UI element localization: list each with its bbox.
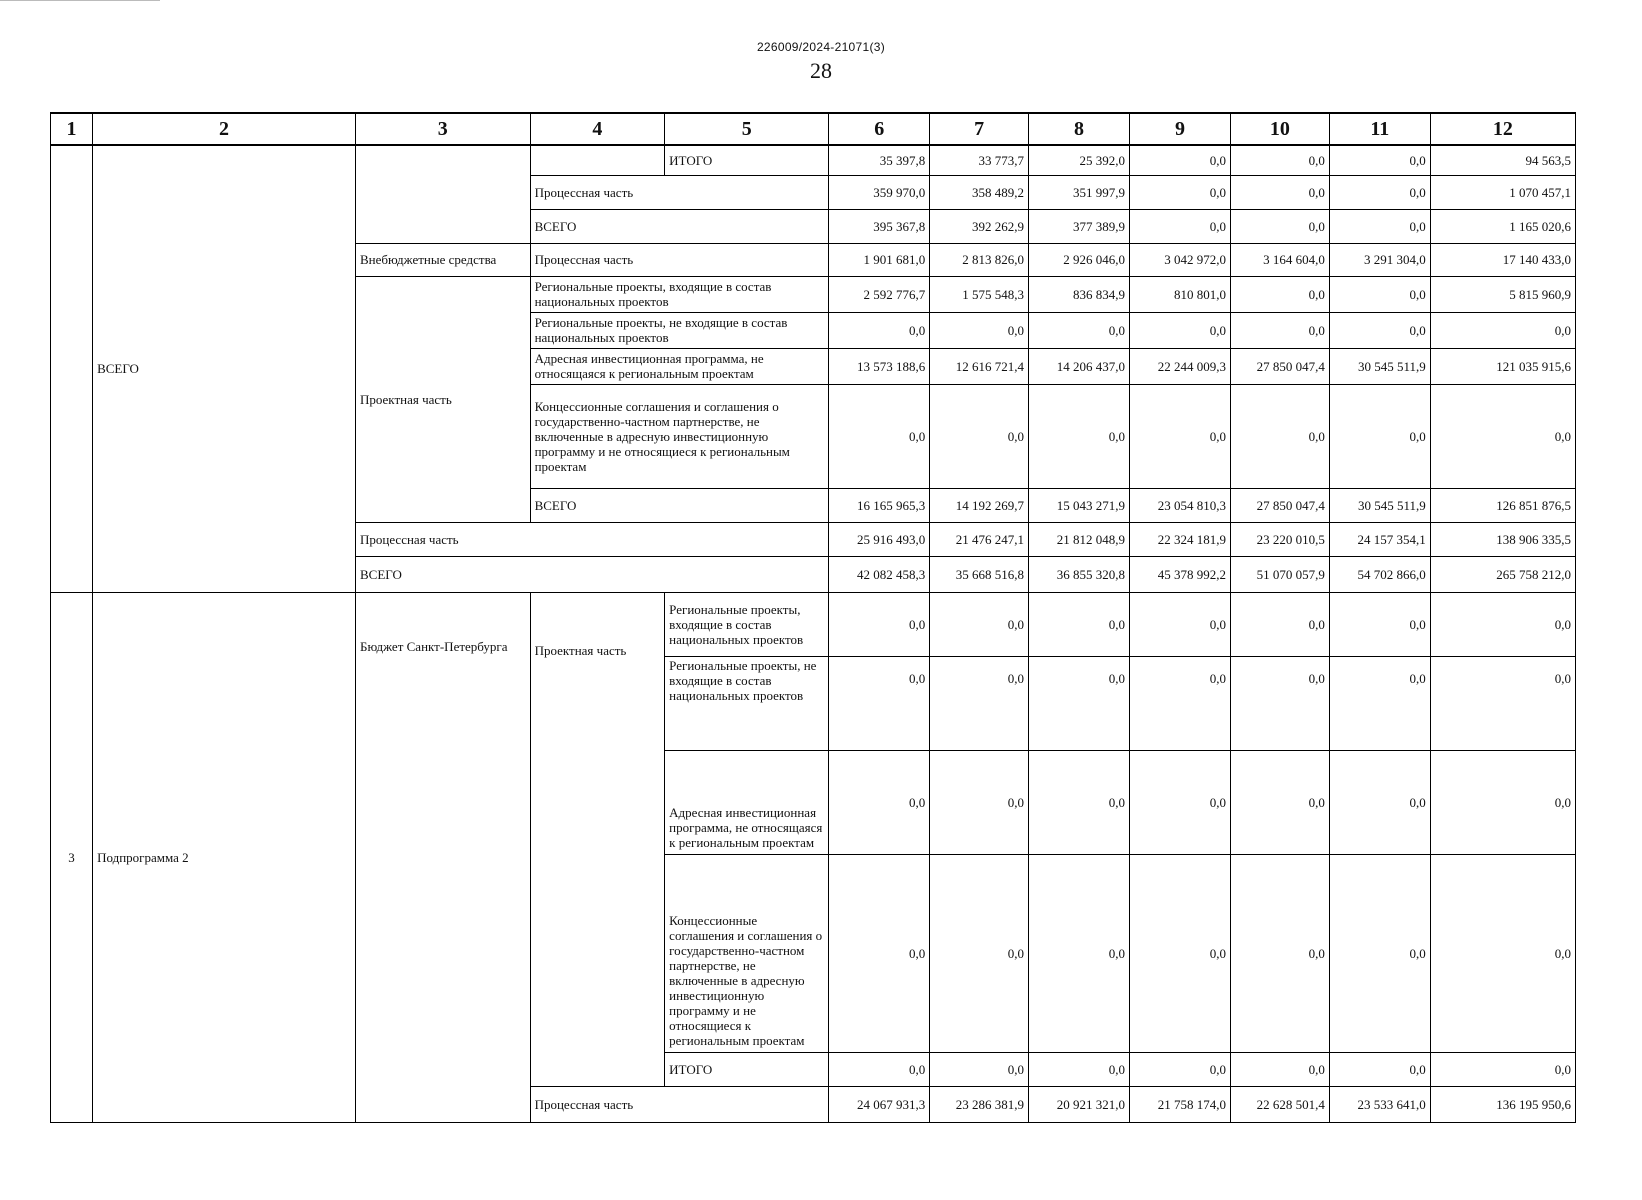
row-label: Региональные проекты, входящие в состав национальных проектов [530,276,829,312]
col-number: 11 [1329,113,1430,145]
row-label: Концессионные соглашения и соглашения о государственно-частном партнерстве, не включенные в адресную инвестиционную программу и не относящиеся к региональным проектам [665,854,829,1052]
value-cell: 5 815 960,9 [1430,276,1575,312]
value-cell: 23 054 810,3 [1130,488,1231,522]
value-cell: 27 850 047,4 [1230,348,1329,384]
table-row [51,592,1576,656]
value-cell: 1 165 020,6 [1430,209,1575,243]
col-number: 10 [1230,113,1329,145]
value-cell: 24 067 931,3 [829,1086,930,1122]
section-name-cell: Подпрограмма 2 [93,592,356,1122]
value-cell: 359 970,0 [829,175,930,209]
value-cell: 15 043 271,9 [1029,488,1130,522]
value-cell: 358 489,2 [930,175,1029,209]
value-cell: 42 082 458,3 [829,556,930,592]
value-cell: 23 286 381,9 [930,1086,1029,1122]
value-cell: 265 758 212,0 [1430,556,1575,592]
value-cell: 45 378 992,2 [1130,556,1231,592]
col-number: 9 [1130,113,1231,145]
value-cell: 35 668 516,8 [930,556,1029,592]
value-cell: 25 392,0 [1029,145,1130,175]
value-cell: 0,0 [1130,145,1231,175]
value-cell: 0,0 [1430,384,1575,488]
value-cell: 0,0 [1029,656,1130,750]
value-cell: 0,0 [829,592,930,656]
value-cell: 17 140 433,0 [1430,243,1575,276]
part-cell [530,145,665,175]
value-cell: 0,0 [1130,592,1231,656]
page-number: 28 [810,58,832,83]
row-label: Региональные проекты, не входящие в состав национальных проектов [530,312,829,348]
value-cell: 0,0 [1029,750,1130,854]
value-cell: 21 476 247,1 [930,522,1029,556]
row-label: Концессионные соглашения и соглашения о государственно-частном партнерстве, не включенные в адресную инвестиционную программу и не относящиеся к региональным проектам [530,384,829,488]
col-number: 8 [1029,113,1130,145]
row-label: Процессная часть [530,243,829,276]
row-label: Адресная инвестиционная программа, не относящаяся к региональным проектам [530,348,829,384]
value-cell: 0,0 [1230,276,1329,312]
value-cell: 0,0 [930,384,1029,488]
value-cell: 0,0 [1230,145,1329,175]
value-cell: 0,0 [1230,312,1329,348]
budget-table [50,112,1576,1123]
value-cell: 0,0 [1329,1052,1430,1086]
col-number: 6 [829,113,930,145]
value-cell: 2 926 046,0 [1029,243,1130,276]
value-cell: 0,0 [1230,175,1329,209]
value-cell: 0,0 [930,656,1029,750]
value-cell: 351 997,9 [1029,175,1130,209]
value-cell: 0,0 [1130,1052,1231,1086]
value-cell: 0,0 [1430,750,1575,854]
value-cell: 0,0 [829,312,930,348]
value-cell: 0,0 [1430,854,1575,1052]
value-cell: 0,0 [1029,1052,1130,1086]
value-cell: 121 035 915,6 [1430,348,1575,384]
row-label: Региональные проекты, входящие в состав национальных проектов [665,592,829,656]
value-cell: 0,0 [1130,209,1231,243]
scan-edge-line [0,0,160,1]
value-cell: 94 563,5 [1430,145,1575,175]
value-cell: 0,0 [1430,1052,1575,1086]
value-cell: 25 916 493,0 [829,522,930,556]
value-cell: 22 324 181,9 [1130,522,1231,556]
row-label: Процессная часть [530,1086,829,1122]
value-cell: 30 545 511,9 [1329,348,1430,384]
value-cell: 377 389,9 [1029,209,1130,243]
value-cell: 0,0 [1329,145,1430,175]
value-cell: 1 575 548,3 [930,276,1029,312]
value-cell: 0,0 [829,1052,930,1086]
row-label: Региональные проекты, не входящие в состав национальных проектов [665,656,829,750]
value-cell: 36 855 320,8 [1029,556,1130,592]
value-cell: 51 070 057,9 [1230,556,1329,592]
value-cell: 12 616 721,4 [930,348,1029,384]
value-cell: 0,0 [930,854,1029,1052]
value-cell: 0,0 [1230,209,1329,243]
value-cell: 0,0 [829,854,930,1052]
value-cell: 0,0 [829,656,930,750]
value-cell: 27 850 047,4 [1230,488,1329,522]
value-cell: 0,0 [1029,592,1130,656]
value-cell: 836 834,9 [1029,276,1130,312]
value-cell: 0,0 [1329,384,1430,488]
value-cell: 20 921 321,0 [1029,1086,1130,1122]
value-cell: 0,0 [930,312,1029,348]
value-cell: 14 206 437,0 [1029,348,1130,384]
value-cell: 0,0 [1029,384,1130,488]
row-label: Адресная инвестиционная программа, не относящаяся к региональным проектам [665,750,829,854]
value-cell: 0,0 [930,592,1029,656]
row-label: ИТОГО [665,1052,829,1086]
column-number-row [51,113,1576,145]
value-cell: 0,0 [1029,312,1130,348]
value-cell: 395 367,8 [829,209,930,243]
value-cell: 0,0 [1430,312,1575,348]
col-number: 4 [530,113,665,145]
value-cell: 3 164 604,0 [1230,243,1329,276]
value-cell: 0,0 [1329,750,1430,854]
row-label: ВСЕГО [530,209,829,243]
value-cell: 0,0 [1130,854,1231,1052]
value-cell: 0,0 [930,750,1029,854]
value-cell: 35 397,8 [829,145,930,175]
value-cell: 21 758 174,0 [1130,1086,1231,1122]
value-cell: 13 573 188,6 [829,348,930,384]
value-cell: 0,0 [829,384,930,488]
value-cell: 0,0 [1130,312,1231,348]
value-cell: 0,0 [1230,592,1329,656]
value-cell: 0,0 [1329,276,1430,312]
value-cell: 0,0 [1130,384,1231,488]
value-cell: 33 773,7 [930,145,1029,175]
row-label: ВСЕГО [355,556,828,592]
value-cell: 22 628 501,4 [1230,1086,1329,1122]
value-cell: 0,0 [1230,384,1329,488]
value-cell: 3 291 304,0 [1329,243,1430,276]
source-cell [355,145,530,243]
value-cell: 392 262,9 [930,209,1029,243]
col-number: 7 [930,113,1029,145]
col-number: 12 [1430,113,1575,145]
row-label: Процессная часть [530,175,829,209]
value-cell: 16 165 965,3 [829,488,930,522]
source-cell: Внебюджетные средства [355,243,530,276]
document-number: 226009/2024-21071(3) [756,40,886,54]
value-cell: 0,0 [1329,175,1430,209]
value-cell: 2 592 776,7 [829,276,930,312]
value-cell: 54 702 866,0 [1329,556,1430,592]
value-cell: 14 192 269,7 [930,488,1029,522]
value-cell: 2 813 826,0 [930,243,1029,276]
value-cell: 23 533 641,0 [1329,1086,1430,1122]
part-cell: Проектная часть [530,592,665,1086]
value-cell: 0,0 [1230,750,1329,854]
value-cell: 0,0 [1130,750,1231,854]
value-cell: 21 812 048,9 [1029,522,1130,556]
value-cell: 3 042 972,0 [1130,243,1231,276]
value-cell: 24 157 354,1 [1329,522,1430,556]
value-cell: 0,0 [829,750,930,854]
value-cell: 0,0 [1329,592,1430,656]
value-cell: 810 801,0 [1130,276,1231,312]
value-cell: 0,0 [1230,1052,1329,1086]
value-cell: 0,0 [1230,656,1329,750]
row-number-cell: 3 [51,592,93,1122]
value-cell: 0,0 [1130,175,1231,209]
source-cell: Бюджет Санкт-Петербурга [355,592,530,1122]
row-label: ВСЕГО [530,488,829,522]
value-cell: 136 195 950,6 [1430,1086,1575,1122]
row-number-cell [51,145,93,592]
value-cell: 22 244 009,3 [1130,348,1231,384]
table-row [51,145,1576,175]
row-label: Процессная часть [355,522,828,556]
value-cell: 0,0 [1130,656,1231,750]
value-cell: 0,0 [930,1052,1029,1086]
value-cell: 0,0 [1029,854,1130,1052]
value-cell: 1 901 681,0 [829,243,930,276]
value-cell: 0,0 [1329,656,1430,750]
value-cell: 0,0 [1329,854,1430,1052]
value-cell: 138 906 335,5 [1430,522,1575,556]
value-cell: 23 220 010,5 [1230,522,1329,556]
row-label: ИТОГО [665,145,829,175]
value-cell: 126 851 876,5 [1430,488,1575,522]
value-cell: 0,0 [1230,854,1329,1052]
value-cell: 30 545 511,9 [1329,488,1430,522]
col-number: 2 [93,113,356,145]
col-number: 1 [51,113,93,145]
col-number: 3 [355,113,530,145]
part-cell: Проектная часть [355,276,530,522]
section-name-cell: ВСЕГО [93,145,356,592]
value-cell: 0,0 [1329,209,1430,243]
value-cell: 0,0 [1430,592,1575,656]
value-cell: 1 070 457,1 [1430,175,1575,209]
col-number: 5 [665,113,829,145]
value-cell: 0,0 [1329,312,1430,348]
value-cell: 0,0 [1430,656,1575,750]
